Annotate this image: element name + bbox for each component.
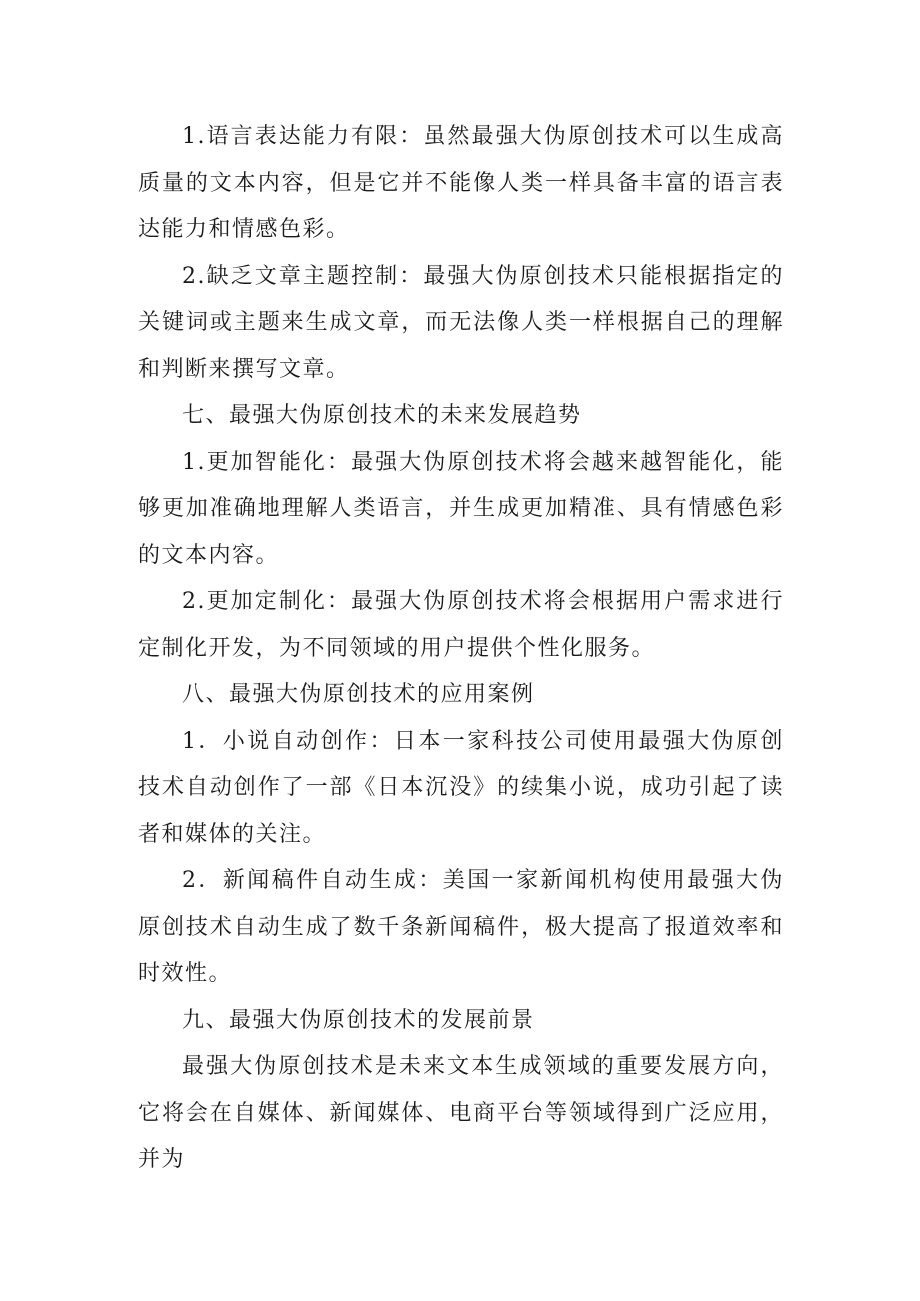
paragraph-more-customized: 2.更加定制化：最强大伪原创技术将会根据用户需求进行定制化开发，为不同领域的用户提供个性化服务。: [138, 589, 784, 661]
paragraph-lack-topic-control: 2.缺乏文章主题控制：最强大伪原创技术只能根据指定的关键词或主题来生成文章，而无法像人类一样根据自己的理解和判断来撰写文章。: [138, 263, 784, 382]
paragraph-limited-expression: 1.语言表达能力有限：虽然最强大伪原创技术可以生成高质量的文本内容，但是它并不能像人类一样具备丰富的语言表达能力和情感色彩。: [138, 124, 784, 242]
paragraph-prospects-body: 最强大伪原创技术是未来文本生成领域的重要发展方向，它将会在自媒体、新闻媒体、电商平台等领域得到广泛应用，并为: [138, 1054, 784, 1172]
paragraph-more-intelligent: 1.更加智能化：最强大伪原创技术将会越来越智能化，能够更加准确地理解人类语言，并生成更加精准、具有情感色彩的文本内容。: [138, 449, 784, 568]
paragraph-news-generation: 2．新闻稿件自动生成：美国一家新闻机构使用最强大伪原创技术自动生成了数千条新闻稿件，极大提高了报道效率和时效性。: [138, 868, 784, 986]
section-heading-future-trends: 七、最强大伪原创技术的未来发展趋势: [182, 403, 582, 428]
document-body: [138, 114, 784, 1184]
section-heading-prospects: 九、最强大伪原创技术的发展前景: [182, 1007, 535, 1033]
paragraph-novel-creation: 1．小说自动创作：日本一家科技公司使用最强大伪原创技术自动创作了一部《日本沉没》的续集小说，成功引起了读者和媒体的关注。: [138, 728, 784, 847]
section-heading-application-cases: 八、最强大伪原创技术的应用案例: [182, 682, 535, 707]
